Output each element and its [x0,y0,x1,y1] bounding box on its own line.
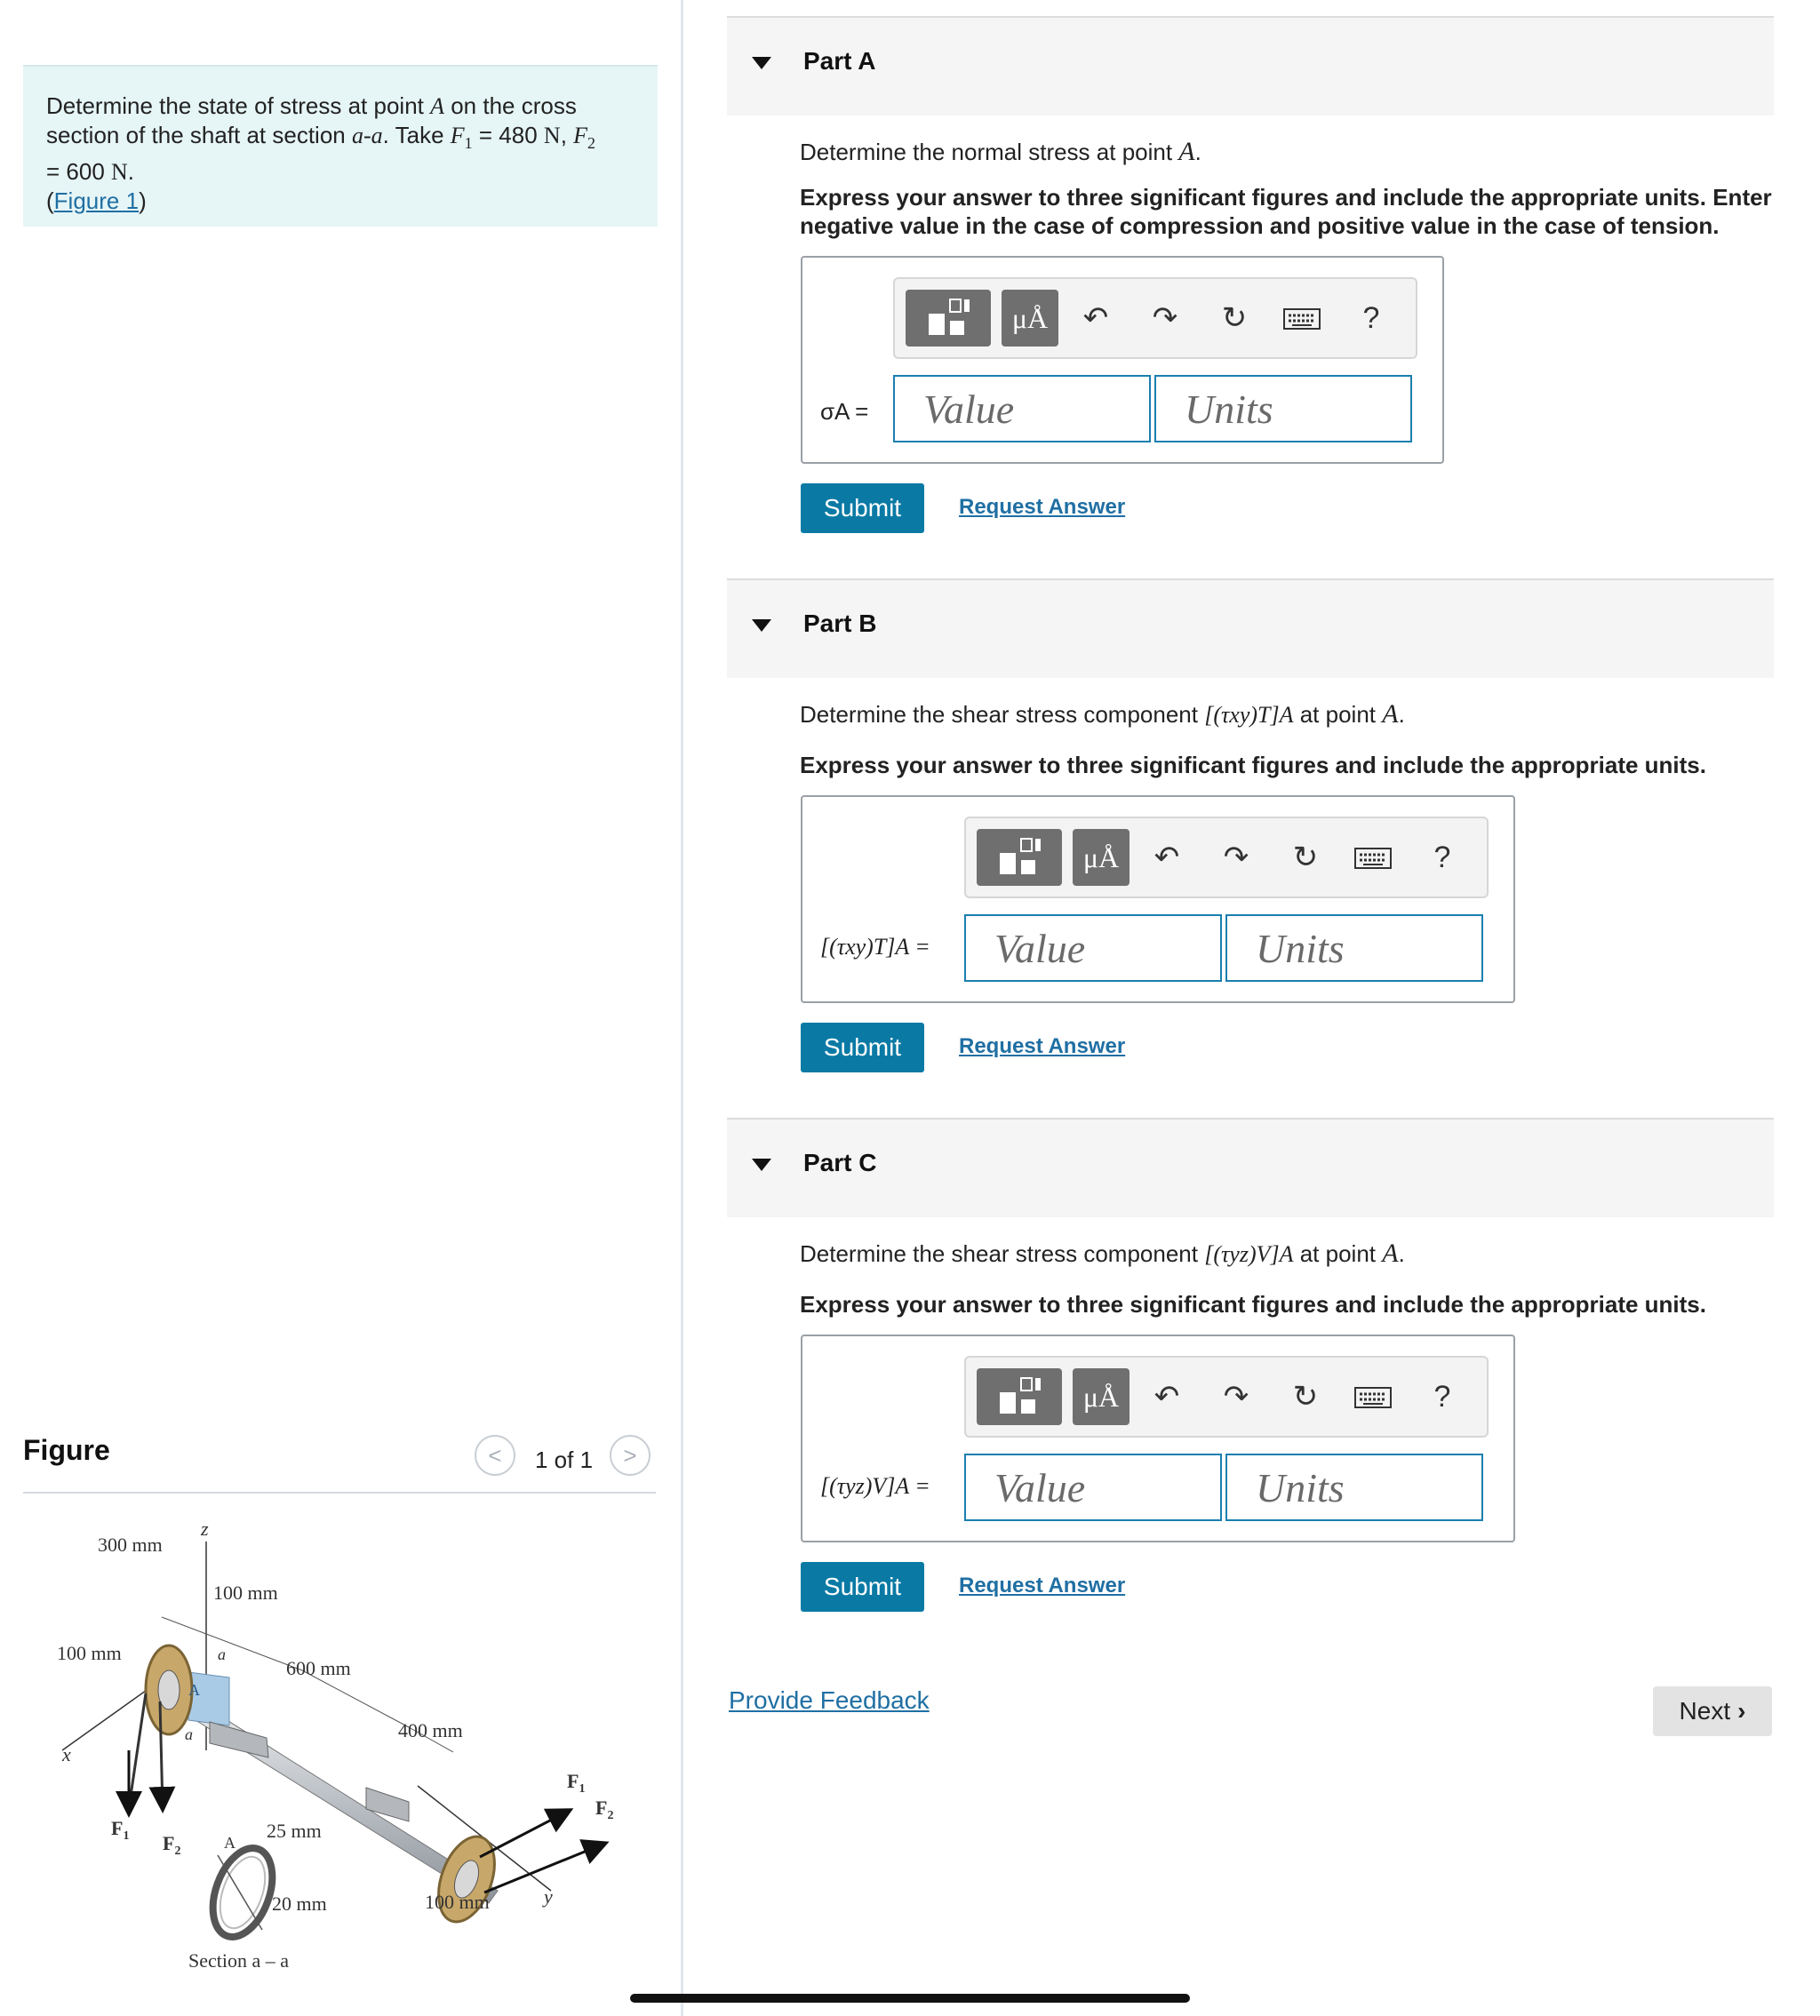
template-button[interactable] [906,290,991,347]
force-value: = 480 [472,122,544,148]
label-f2-left: $F_2$ [163,1832,181,1858]
label-a-top: a [218,1645,226,1663]
label-point-a-section: A [224,1834,235,1852]
problem-text: . [127,158,135,186]
part-b-answer-label: [(τxy)T]A = [820,934,930,960]
part-c-submit-button[interactable]: Submit [801,1562,924,1612]
question-text: . [1398,701,1405,728]
question-text: at point [1293,1240,1383,1267]
collapse-triangle-icon [752,619,771,632]
paren: ( [46,187,54,215]
redo-icon[interactable]: ↷ [1223,1380,1249,1414]
template-icon [923,296,973,340]
template-icon [994,835,1044,880]
undo-icon[interactable]: ↶ [1153,841,1180,874]
collapse-triangle-icon [752,1159,771,1171]
shaft-figure [36,1519,640,1981]
force-arrow-f1-right [480,1811,569,1857]
undo-icon[interactable]: ↶ [1153,1380,1180,1414]
part-a-question [800,137,1201,167]
part-a-answer-box [801,256,1444,464]
part-c-header[interactable] [727,1118,1774,1217]
keyboard-icon[interactable] [1279,295,1325,341]
section-ring-inner [212,1851,274,1934]
label-z: z [201,1519,209,1540]
part-b-value-input[interactable] [964,914,1222,982]
section-symbol: a-a [351,123,383,148]
reset-icon[interactable]: ↻ [1292,841,1319,874]
reset-icon[interactable]: ↻ [1292,1380,1319,1414]
force-symbol: F [573,123,588,148]
part-b-header[interactable] [727,578,1774,678]
figure-title: Figure [23,1434,110,1466]
figure-prev-button[interactable] [475,1435,515,1476]
next-label: Next [1679,1697,1731,1725]
problem-text: on the cross section of the shaft at section [46,92,577,148]
label-f1-right: $F_1$ [567,1770,586,1796]
part-a-units-input[interactable] [1154,375,1412,442]
part-c-answer-label: [(τyz)V]A = [820,1473,930,1499]
next-button[interactable] [1653,1686,1772,1736]
part-b-answer-box [801,795,1515,1003]
question-text: Determine the shear stress component [800,1240,1205,1267]
force-value: = 600 [46,158,112,186]
section-diameter-line [218,1855,262,1930]
label-f2-right: $F_2$ [595,1797,614,1822]
part-a-request-answer-link[interactable]: Request Answer [959,495,1126,519]
question-text: Determine the shear stress component [800,701,1205,728]
part-a-title: Part A [803,47,876,75]
units-symbol-button[interactable]: μÅ [1073,1368,1130,1425]
keyboard-glyph [1354,1385,1392,1408]
label-400mm: 400 mm [398,1719,463,1741]
provide-feedback-link[interactable]: Provide Feedback [729,1686,930,1714]
part-b-instruction: Express your answer to three significant figures and include the appropriate units. [800,752,1706,778]
label-100mm-top: 100 mm [213,1582,278,1604]
part-c-title: Part C [803,1149,877,1176]
part-a-instruction: Express your answer to three significant figures and include the appropriate units. Enter negative value in the case of compression and positive value in the case of tension. [800,184,1772,239]
part-c-value-input[interactable] [964,1454,1222,1521]
part-c-instruction: Express your answer to three significant figures and include the appropriate units. [800,1291,1706,1318]
question-text: Determine the normal stress at point [800,139,1179,165]
chevron-left-icon: < [488,1441,502,1469]
pulley-left-hub [158,1670,180,1709]
part-a-submit-button[interactable]: Submit [801,483,924,533]
redo-icon[interactable]: ↷ [1152,301,1178,335]
force-subscript: 1 [464,134,473,153]
units-symbol-button[interactable]: μÅ [1073,829,1130,886]
problem-text: Determine the state of stress at point [46,92,431,119]
label-y: y [544,1885,553,1908]
help-icon[interactable]: ? [1433,840,1451,874]
label-600mm: 600 mm [286,1657,351,1679]
point-symbol: A [430,93,444,119]
question-math: A [1382,699,1399,729]
part-c-units-input[interactable] [1225,1454,1483,1521]
template-button[interactable] [977,1368,1062,1425]
template-icon [994,1375,1044,1419]
question-math: [(τyz)V]A [1204,1241,1294,1267]
question-math: A [1382,1239,1399,1268]
problem-text: . Take [382,122,451,148]
label-x: x [62,1743,71,1765]
part-a-answer-label: σA = [820,398,869,425]
force-subscript: 2 [587,134,596,153]
paren: ) [139,187,147,215]
redo-icon[interactable]: ↷ [1223,841,1249,874]
section-plane [188,1672,229,1725]
part-b-units-input[interactable] [1225,914,1483,982]
part-c-answer-box [801,1335,1515,1542]
part-c-question [800,1239,1405,1269]
label-f1-left: $F_1$ [111,1817,130,1843]
template-button[interactable] [977,829,1062,886]
math-toolbar [964,1356,1489,1438]
figure-next-button[interactable] [610,1435,651,1476]
label-section-caption: Section a – a [188,1949,290,1972]
label-100mm-left: 100 mm [57,1642,122,1664]
problem-text: , [560,122,574,148]
force-symbol: F [450,123,465,148]
chevron-right-icon: > [623,1441,637,1469]
reset-icon[interactable]: ↻ [1221,301,1248,335]
math-toolbar [964,817,1489,898]
home-indicator [630,1994,1190,2003]
belt-left-1 [129,1693,146,1808]
part-b-title: Part B [803,610,877,637]
label-100mm-bottom: 100 mm [425,1891,490,1913]
chevron-right-icon: › [1737,1697,1746,1725]
part-b-request-answer-link[interactable]: Request Answer [959,1034,1126,1058]
figure-divider [23,1492,656,1494]
part-b-submit-button[interactable]: Submit [801,1023,924,1072]
keyboard-icon[interactable] [1350,1374,1396,1420]
question-text: . [1398,1240,1405,1267]
help-icon[interactable]: ? [1433,1379,1451,1414]
math-toolbar [893,277,1417,359]
panel-divider [681,0,683,2016]
keyboard-icon[interactable] [1350,834,1396,881]
question-text: at point [1293,701,1383,728]
figure-link[interactable]: Figure 1 [53,187,140,215]
units-symbol-button[interactable]: μÅ [1002,290,1058,347]
part-b-question [800,699,1405,729]
label-300mm: 300 mm [98,1534,163,1556]
part-a-header[interactable] [727,16,1774,116]
question-math: [(τxy)T]A [1204,702,1294,728]
keyboard-glyph [1283,307,1321,330]
undo-icon[interactable]: ↶ [1082,301,1109,335]
part-c-request-answer-link[interactable]: Request Answer [959,1574,1126,1598]
force-unit: N [543,123,561,148]
force-unit: N [111,159,128,186]
label-25mm: 25 mm [267,1820,322,1842]
question-math: A [1178,137,1195,166]
figure-counter: 1 of 1 [535,1446,594,1473]
collapse-triangle-icon [752,57,771,69]
help-icon[interactable]: ? [1362,300,1380,335]
label-point-a: A [188,1681,200,1699]
label-20mm: 20 mm [272,1892,327,1915]
label-a-bottom: a [185,1725,193,1743]
part-a-value-input[interactable] [893,375,1151,442]
question-text: . [1194,139,1201,165]
problem-statement [23,65,658,227]
keyboard-glyph [1354,846,1392,869]
